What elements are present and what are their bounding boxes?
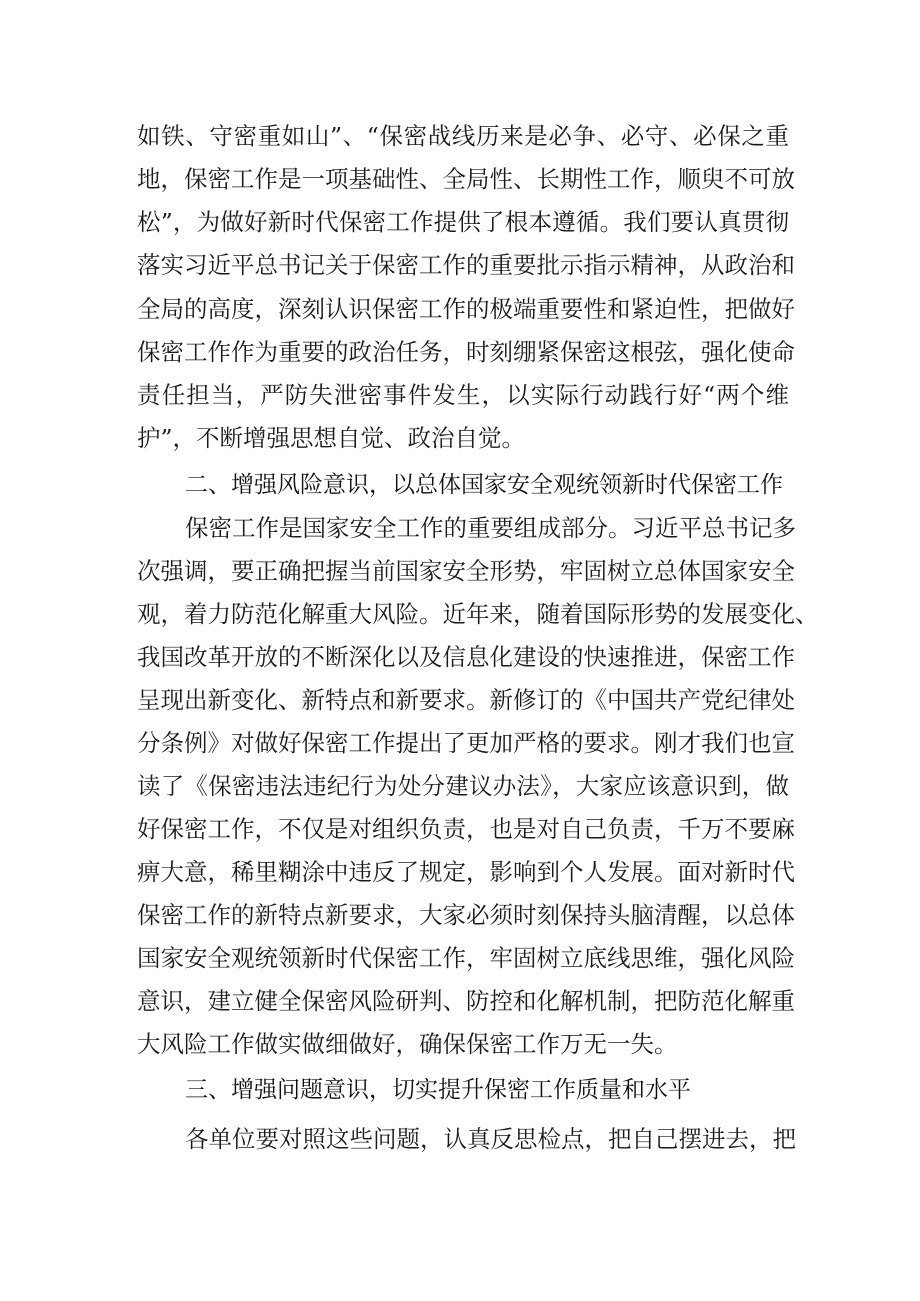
paragraph-2-line-4: 我国改革开放的不断深化以及信息化建设的快速推进，保密工作	[137, 643, 795, 671]
paragraph-1-line-4: 落实习近平总书记关于保密工作的重要批示指示精神，从政治和	[137, 251, 795, 279]
section-heading-3: 三、增强问题意识，切实提升保密工作质量和水平	[185, 1077, 691, 1103]
paragraph-1-line-5: 全局的高度，深刻认识保密工作的极端重要性和紧迫性，把做好	[137, 295, 795, 323]
paragraph-2-line-11: 国家安全观统领新时代保密工作，牢固树立底线思维，强化风险	[137, 944, 795, 972]
paragraph-2-line-9: 痹大意，稀里糊涂中违反了规定，影响到个人发展。面对新时代	[137, 858, 795, 886]
paragraph-2-line-10: 保密工作的新特点新要求，大家必须时刻保持头脑清醒，以总体	[137, 901, 795, 929]
paragraph-1-line-1: 如铁、守密重如山”、“保密战线历来是必争、必守、必保之重	[137, 122, 789, 150]
paragraph-1-line-3: 松”，为做好新时代保密工作提供了根本遵循。我们要认真贯彻	[137, 208, 789, 236]
paragraph-1-line-7: 责任担当，严防失泄密事件发生，以实际行动践行好“两个维	[137, 381, 789, 409]
paragraph-2-line-12: 意识，建立健全保密风险研判、防控和化解机制，把防范化解重	[137, 987, 795, 1015]
paragraph-2-line-6: 分条例》对做好保密工作提出了更加严格的要求。刚才我们也宣	[137, 729, 795, 757]
paragraph-1-line-8: 护”，不断增强思想自觉、政治自觉。	[137, 424, 526, 452]
paragraph-2-line-1: 保密工作是国家安全工作的重要组成部分。习近平总书记多	[185, 514, 796, 542]
paragraph-3-line-1: 各单位要对照这些问题，认真反思检点，把自己摆进去，把	[185, 1125, 796, 1153]
paragraph-1-line-2: 地，保密工作是一项基础性、全局性、长期性工作，顺臾不可放	[137, 165, 795, 193]
paragraph-1-line-6: 保密工作作为重要的政治任务，时刻绷紧保密这根弦，强化使命	[137, 338, 795, 366]
paragraph-2-line-2: 次强调，要正确把握当前国家安全形势，牢固树立总体国家安全	[137, 557, 795, 585]
section-heading-2: 二、增强风险意识，以总体国家安全观统领新时代保密工作	[185, 472, 783, 498]
paragraph-2-line-5: 呈现出新变化、新特点和新要求。新修订的《中国共产党纪律处	[137, 686, 795, 714]
paragraph-2-line-7: 读了《保密违法违纪行为处分建议办法》，大家应该意识到，做	[137, 772, 789, 800]
paragraph-2-line-13: 大风险工作做实做细做好，确保保密工作万无一失。	[137, 1030, 678, 1058]
paragraph-2-line-8: 好保密工作，不仅是对组织负责，也是对自己负责，千万不要麻	[137, 815, 795, 843]
paragraph-2-line-3: 观，着力防范化解重大风险。近年来，随着国际形势的发展变化、	[137, 600, 819, 628]
